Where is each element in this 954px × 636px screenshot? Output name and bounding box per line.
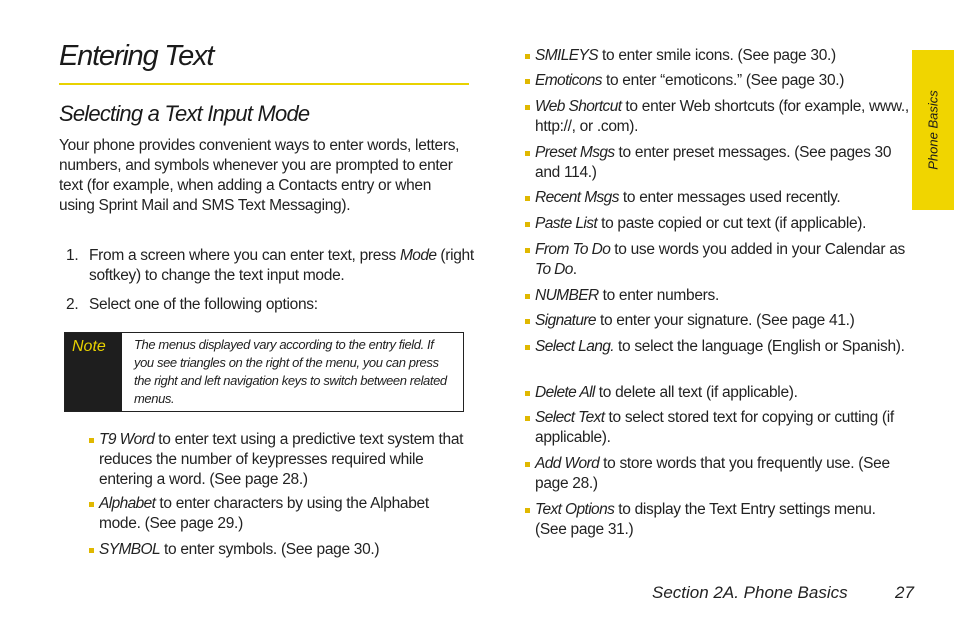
bullet-term: Paste List [535, 215, 598, 232]
bullet-term: Select Lang. [535, 338, 614, 355]
section-side-tab [912, 50, 954, 210]
bullet-term: From To Do [535, 241, 611, 258]
bullet-text: Select Text to select stored text for copying or cutting (if applicable). [535, 409, 894, 446]
side-tab-label: Phone Basics [925, 90, 941, 170]
bullet-text: Add Word to store words that you frequently use. (See page 28.) [535, 455, 890, 492]
bullet-text: From To Do to use words you added in your Calendar as To Do. [535, 241, 905, 278]
bullet-text: Delete All to delete all text (if applicable). [535, 384, 798, 401]
bullet-term: T9 Word [99, 431, 155, 448]
bullet-term: Emoticons [535, 72, 602, 89]
bullet-term: Text Options [535, 501, 615, 518]
step-text: Select one of the following options: [89, 296, 318, 313]
bullet-square-icon [89, 438, 94, 443]
step-number: 1. [66, 247, 79, 264]
bullet-square-icon [525, 508, 530, 513]
bullet-square-icon [525, 151, 530, 156]
bullet-term: Add Word [535, 455, 600, 472]
bullet-square-icon [525, 196, 530, 201]
bullet-text: SYMBOL to enter symbols. (See page 30.) [99, 541, 380, 558]
page-title: Entering Text [59, 40, 214, 72]
bullet-square-icon [525, 105, 530, 110]
bullet-term: Recent Msgs [535, 189, 619, 206]
bullet-square-icon [525, 416, 530, 421]
note-label: Note [65, 333, 122, 411]
section-subtitle: Selecting a Text Input Mode [59, 101, 310, 126]
bullet-square-icon [525, 222, 530, 227]
bullet-text: Text Options to display the Text Entry settings menu. (See page 31.) [535, 501, 876, 538]
bullet-text: Signature to enter your signature. (See page 41.) [535, 312, 855, 329]
bullet-text: NUMBER to enter numbers. [535, 287, 719, 304]
note-box [64, 332, 464, 412]
bullet-term: Web Shortcut [535, 98, 622, 115]
bullet-text: Web Shortcut to enter Web shortcuts (for example, www., http://, or .com). [535, 98, 909, 135]
bullet-text: SMILEYS to enter smile icons. (See page 30.) [535, 47, 836, 64]
bullet-square-icon [525, 294, 530, 299]
bullet-term: SMILEYS [535, 47, 598, 64]
bullet-term: Delete All [535, 384, 595, 401]
bullet-square-icon [525, 79, 530, 84]
bullet-text: T9 Word to enter text using a predictive text system that reduces the number of keypresses required while entering a word. (See page 28.) [99, 431, 464, 488]
bullet-text: Paste List to paste copied or cut text (if applicable). [535, 215, 867, 232]
bullet-text: Recent Msgs to enter messages used recently. [535, 189, 841, 206]
bullet-text: Emoticons to enter “emoticons.” (See page 30.) [535, 72, 845, 89]
footer-section: Section 2A. Phone Basics [652, 583, 848, 602]
bullet-term: Preset Msgs [535, 144, 615, 161]
title-underline [59, 83, 469, 85]
bullet-square-icon [525, 248, 530, 253]
step-number: 2. [66, 296, 79, 313]
bullet-term: Alphabet [99, 495, 156, 512]
step-term: Mode [399, 247, 437, 264]
bullet-text: Preset Msgs to enter preset messages. (See pages 30 and 114.) [535, 144, 892, 181]
bullet-square-icon [525, 345, 530, 350]
bullet-square-icon [525, 462, 530, 467]
page-number: 27 [895, 583, 914, 602]
note-text: The menus displayed vary according to the entry field. If you see triangles on the right of the menu, you can press the right and left navigation keys to switch between related menus. [134, 337, 447, 406]
bullet-term: SYMBOL [99, 541, 161, 558]
bullet-square-icon [89, 502, 94, 507]
bullet-term: Select Text [535, 409, 605, 426]
step-text: From a screen where you can enter text, press Mode (right softkey) to change the text input mode. [89, 247, 474, 284]
bullet-term: Signature [535, 312, 596, 329]
bullet-square-icon [525, 391, 530, 396]
bullet-term: NUMBER [535, 287, 599, 304]
bullet-square-icon [89, 548, 94, 553]
bullet-square-icon [525, 319, 530, 324]
intro-paragraph: Your phone provides convenient ways to enter words, letters, numbers, and symbols whenever you are prompted to enter text (for example, when adding a Contacts entry or when using Sprint Mail and SMS Text Messaging). [59, 137, 460, 214]
bullet-square-icon [525, 54, 530, 59]
bullet-text: Alphabet to enter characters by using the Alphabet mode. (See page 29.) [99, 495, 429, 532]
bullet-text: Select Lang. to select the language (English or Spanish). [535, 338, 905, 355]
